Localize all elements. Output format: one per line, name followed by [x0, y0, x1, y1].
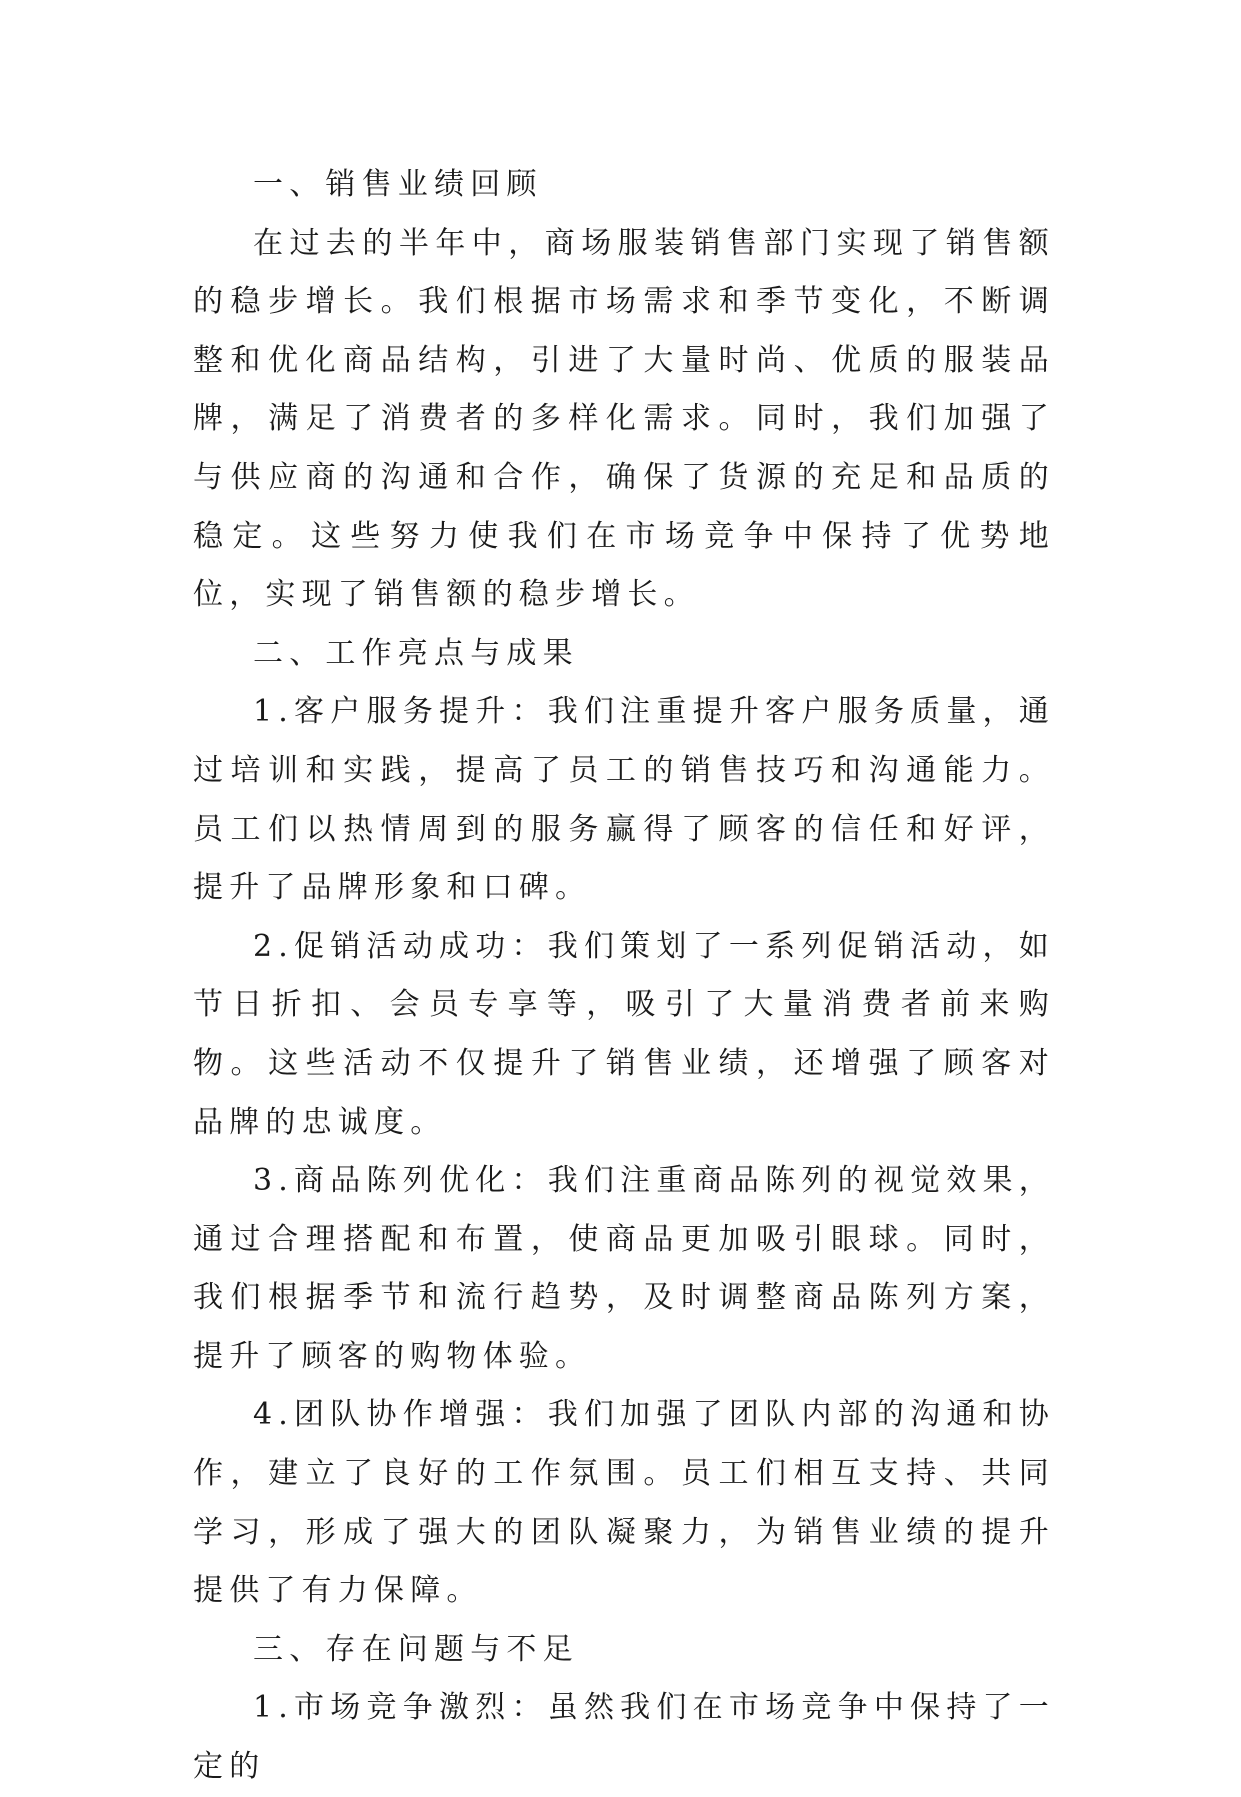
list-item-market-competition: 1.市场竞争激烈：虽然我们在市场竞争中保持了一定的: [193, 1690, 1055, 1785]
section-heading-problems: 三、存在问题与不足: [253, 1631, 579, 1667]
section-heading-highlights: 二、工作亮点与成果: [253, 635, 579, 671]
section-heading-sales-review: 一、销售业绩回顾: [253, 167, 543, 202]
list-item-promotions: 2.促销活动成功：我们策划了一系列促销活动，如节日折扣、会员专享等，吸引了大量消费者前来购物。这些活动不仅提升了销售业绩，还增强了顾客对品牌的忠诚度。: [193, 928, 1055, 1140]
list-item-teamwork: 4.团队协作增强：我们加强了团队内部的沟通和协作，建立了良好的工作氛围。员工们相互支持、共同学习，形成了强大的团队凝聚力，为销售业绩的提升提供了有力保障。: [193, 1397, 1055, 1609]
document-body: [193, 156, 1055, 1797]
paragraph-sales-review: 在过去的半年中，商场服装销售部门实现了销售额的稳步增长。我们根据市场需求和季节变化，不断调整和优化商品结构，引进了大量时尚、优质的服装品牌，满足了消费者的多样化需求。同时，我们加强了与供应商的沟通和合作，确保了货源的充足和品质的稳定。这些努力使我们在市场竞争中保持了优势地位，实现了销售额的稳步增长。: [193, 225, 1055, 613]
list-item-merchandise-display: 3.商品陈列优化：我们注重商品陈列的视觉效果，通过合理搭配和布置，使商品更加吸引眼球。同时，我们根据季节和流行趋势，及时调整商品陈列方案，提升了顾客的购物体验。: [193, 1163, 1055, 1374]
list-item-customer-service: 1.客户服务提升：我们注重提升客户服务质量，通过培训和实践，提高了员工的销售技巧和沟通能力。员工们以热情周到的服务赢得了顾客的信任和好评，提升了品牌形象和口碑。: [193, 694, 1055, 906]
